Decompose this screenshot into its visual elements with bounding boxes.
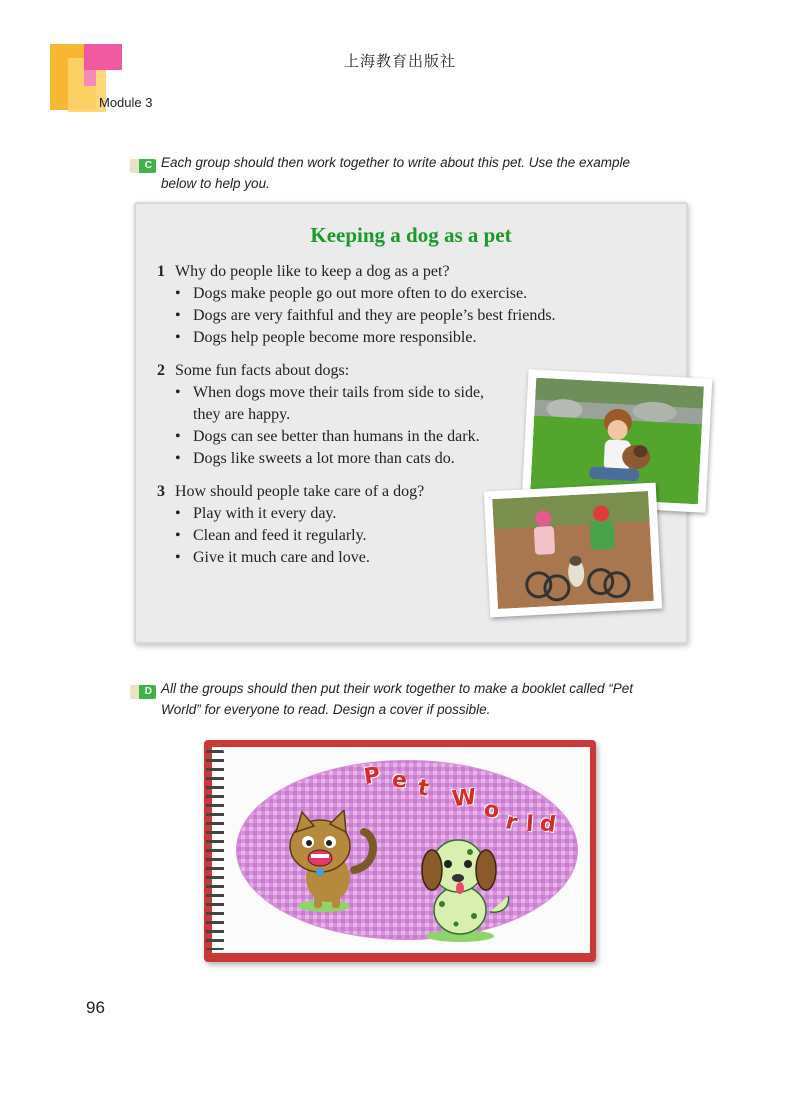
publisher-name: 上海教育出版社 bbox=[343, 53, 456, 70]
question-2-number: 2 bbox=[157, 362, 165, 379]
cover-letter-l: l bbox=[525, 811, 535, 838]
question-3-number: 3 bbox=[157, 483, 165, 500]
section-c-instruction-line1: Each group should then work together to write about this pet. Use the example bbox=[161, 155, 631, 170]
question-3 bbox=[157, 483, 165, 501]
logo-block-light-pink bbox=[84, 70, 96, 86]
q3-bullet-1: • Play with it every day. bbox=[193, 505, 336, 523]
section-d-instruction-line1: All the groups should then put their work together to make a booklet called “Pet bbox=[161, 681, 634, 696]
q1-bullet-3: • Dogs help people become more responsible. bbox=[193, 329, 476, 347]
question-3-text: How should people take care of a dog? bbox=[175, 483, 425, 500]
cover-letter-o: o bbox=[482, 797, 501, 824]
q3-bullet-3: • Give it much care and love. bbox=[193, 549, 370, 567]
q1-bullet-2: • Dogs are very faithful and they are people’s best friends. bbox=[193, 307, 556, 325]
cover-letter-e: e bbox=[391, 767, 408, 794]
cartoon-dog bbox=[412, 830, 522, 945]
photo-cyclists-with-dog bbox=[484, 483, 662, 618]
section-c-marker: C bbox=[130, 155, 156, 173]
cartoon-cat bbox=[284, 810, 384, 915]
section-d-marker: D bbox=[130, 681, 156, 699]
q2-bullet-3: • Dogs like sweets a lot more than cats do. bbox=[193, 450, 455, 468]
question-1-number: 1 bbox=[157, 263, 165, 280]
cover-letter-p: P bbox=[362, 762, 382, 791]
section-d-instruction bbox=[161, 678, 681, 720]
example-title: Keeping a dog as a pet bbox=[310, 223, 512, 247]
cover-letter-r: r bbox=[503, 809, 520, 836]
section-c-instruction-line2: below to help you. bbox=[161, 176, 270, 191]
cover-letter-d: d bbox=[538, 811, 558, 838]
page-number: 96 bbox=[86, 998, 105, 1017]
q2-bullet-1-cont: they are happy. bbox=[193, 406, 291, 423]
section-c-instruction bbox=[161, 152, 681, 194]
question-2-text: Some fun facts about dogs: bbox=[175, 362, 350, 379]
cover-letter-t: t bbox=[415, 775, 431, 802]
question-1 bbox=[157, 263, 165, 281]
section-d-instruction-line2: World” for everyone to read. Design a cover if possible. bbox=[161, 702, 491, 717]
question-1-text: Why do people like to keep a dog as a pet? bbox=[175, 263, 450, 280]
cover-letter-w: W bbox=[450, 784, 478, 813]
q3-bullet-2: • Clean and feed it regularly. bbox=[193, 527, 367, 545]
q2-bullet-1: • When dogs move their tails from side to side, bbox=[193, 384, 484, 402]
question-2 bbox=[157, 362, 165, 380]
q2-bullet-2: • Dogs can see better than humans in the dark. bbox=[193, 428, 480, 446]
q1-bullet-1: • Dogs make people go out more often to do exercise. bbox=[193, 285, 527, 303]
module-label: Module 3 bbox=[99, 95, 153, 110]
spiral-binding bbox=[206, 750, 224, 950]
